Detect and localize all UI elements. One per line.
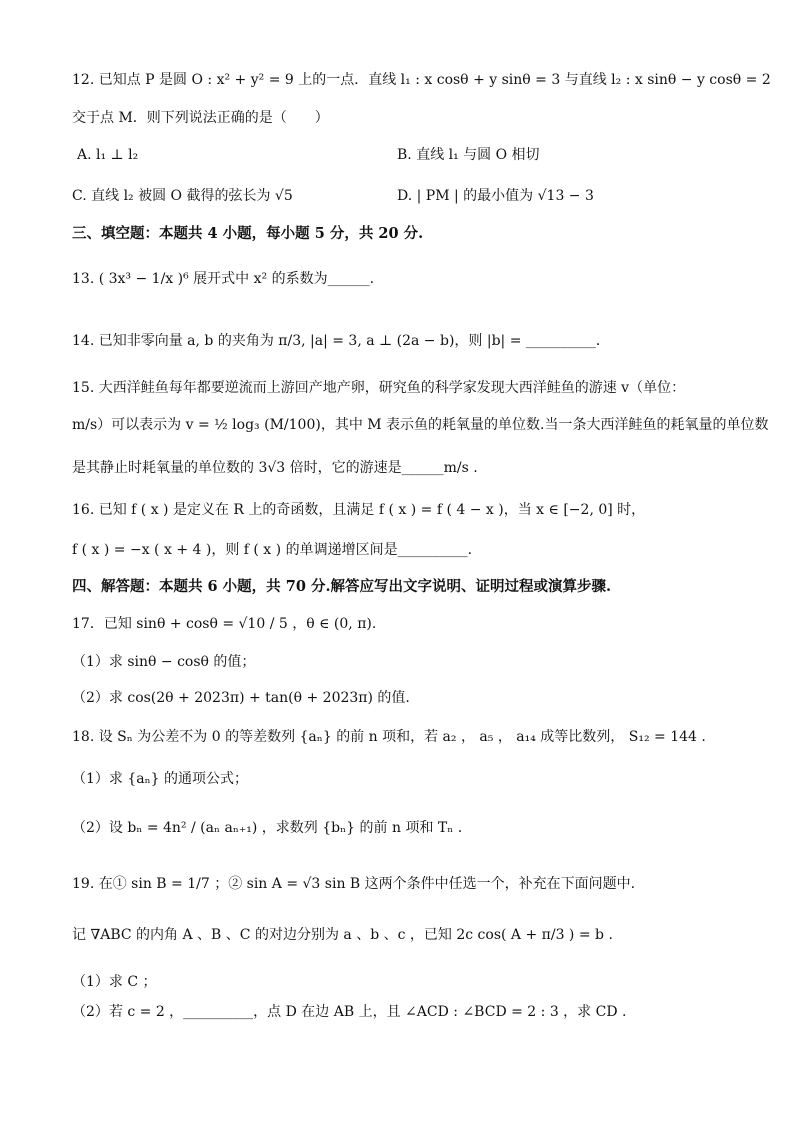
q12-option-d: D. | PM | 的最小值为 √13 − 3 [397, 188, 594, 204]
q17-part-2: （2）求 cos(2θ + 2023π) + tan(θ + 2023π) 的值. [72, 690, 410, 706]
q15-line2: m/s）可以表示为 v = ½ log₃ (M/100)，其中 M 表示鱼的耗氧量的单位数.当一条大西洋鲑鱼的耗氧量的单位数 [72, 417, 769, 433]
q15-line3: 是其静止时耗氧量的单位数的 3√3 倍时，它的游速是______m/s . [72, 460, 478, 476]
q19-stem: 19. 在① sin B = 1/7 ；② sin A = √3 sin B 这两个条件中任选一个，补充在下面问题中. [72, 876, 636, 892]
q19-line2: 记 ∇ABC 的内角 A 、B 、C 的对边分别为 a 、b 、c ，已知 2c cos( A + π/3 ) = b . [72, 927, 613, 943]
q12-option-c: C. 直线 l₂ 被圆 O 截得的弦长为 √5 [72, 188, 293, 204]
q19-part-2: （2）若 c = 2 ，__________，点 D 在边 AB 上，且 ∠ACD : ∠BCD = 2 : 3 ，求 CD . [72, 1004, 627, 1020]
q18-part-2: （2）设 bₙ = 4n² / (aₙ aₙ₊₁) ，求数列 {bₙ} 的前 n 项和 Tₙ . [72, 820, 463, 836]
q14-text: 14. 已知非零向量 a, b 的夹角为 π/3, |a| = 3, a ⊥ (2a − b)，则 |b| = __________． [72, 333, 610, 349]
q19-part-1: （1）求 C ； [72, 974, 157, 990]
q15-line1: 15. 大西洋鲑鱼每年都要逆流而上游回产地产卵，研究鱼的科学家发现大西洋鲑鱼的游速 v（单位： [72, 380, 686, 396]
q16-line1: 16. 已知 f ( x ) 是定义在 R 上的奇函数，且满足 f ( x ) = f ( 4 − x )，当 x ∈ [−2, 0] 时， [72, 502, 646, 518]
q18-stem: 18. 设 Sₙ 为公差不为 0 的等差数列 {aₙ} 的前 n 项和，若 a₂ ， a₅ ， a₁₄ 成等比数列， S₁₂ = 144 . [72, 729, 706, 745]
section-3-title: 三、填空题：本题共 4 小题，每小题 5 分，共 20 分. [72, 225, 424, 242]
q18-part-1: （1）求 {aₙ} 的通项公式； [72, 771, 249, 787]
q17-part-1: （1）求 sinθ − cosθ 的值； [72, 654, 256, 670]
section-4-title: 四、解答题：本题共 6 小题，共 70 分.解答应写出文字说明、证明过程或演算步骤. [72, 578, 612, 595]
q17-stem: 17．已知 sinθ + cosθ = √10 / 5 ，θ ∈ (0, π). [72, 616, 377, 632]
q12-option-b: B. 直线 l₁ 与圆 O 相切 [397, 147, 540, 163]
q12-option-a: A. l₁ ⊥ l₂ [77, 147, 139, 163]
q12-stem-line1: 12. 已知点 P 是圆 O : x² + y² = 9 上的一点．直线 l₁ : x cosθ + y sinθ = 3 与直线 l₂ : x sinθ − y cosθ = 2 [72, 72, 771, 88]
q12-stem-line2: 交于点 M．则下列说法正确的是（ ） [72, 110, 329, 126]
q16-line2: f ( x ) = −x ( x + 4 )，则 f ( x ) 的单调递增区间是__________. [72, 542, 473, 558]
q13-text: 13. ( 3x³ − 1/x )⁶ 展开式中 x² 的系数为______. [72, 271, 375, 287]
